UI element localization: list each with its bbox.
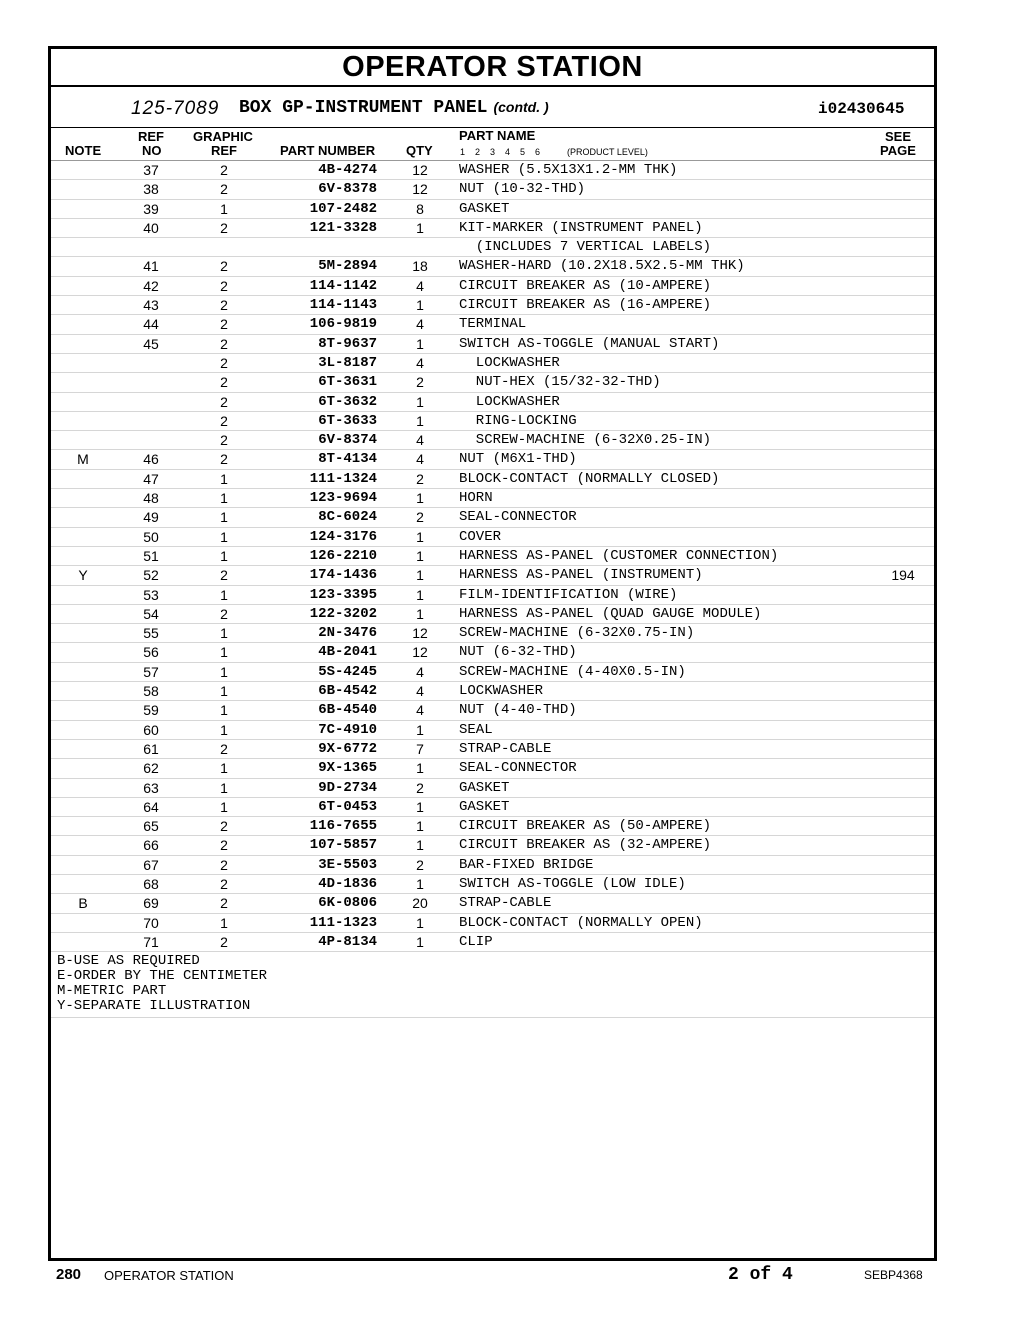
row-part-number: 6T-3632 [318,393,377,410]
row-part-number: 3E-5503 [318,856,377,873]
row-part-number: 114-1143 [309,297,377,314]
row-part-name: CIRCUIT BREAKER AS (10-AMPERE) [459,277,712,294]
row-ref-no: 39 [143,200,159,217]
row-qty: 1 [416,818,424,835]
table-row [51,914,934,933]
row-qty: 4 [416,354,424,371]
row-ref-no: 54 [143,605,159,622]
table-row [51,393,934,412]
row-graphic-ref: 2 [220,451,228,468]
table-row [51,586,934,605]
row-qty: 1 [416,586,424,603]
row-part-number: 6T-0453 [318,798,377,815]
table-row [51,161,934,180]
row-ref-no: 69 [143,895,159,912]
row-graphic-ref: 2 [220,605,228,622]
row-ref-no: 70 [143,914,159,931]
row-ref-no: 58 [143,683,159,700]
row-part-number: 9X-6772 [318,740,377,757]
row-graphic-ref: 1 [220,200,228,217]
row-part-name: COVER [459,528,502,545]
row-part-name: STRAP-CABLE [459,740,552,757]
row-ref-no: 55 [143,625,159,642]
row-graphic-ref: 2 [220,432,228,449]
row-ref-no: 46 [143,451,159,468]
row-qty: 12 [412,644,428,661]
header-graphic-bottom: REF [211,143,237,158]
row-qty: 1 [416,335,424,352]
row-part-name: CLIP [459,933,493,950]
table-row [51,277,934,296]
row-part-name: LOCKWASHER [459,354,560,371]
row-graphic-ref: 1 [220,470,228,487]
row-ref-no: 42 [143,277,159,294]
row-qty: 4 [416,451,424,468]
table-row [51,701,934,720]
header-note: NOTE [65,143,102,158]
row-part-name: SCREW-MACHINE (4-40X0.5-IN) [459,663,686,680]
table-row [51,817,934,836]
table-row [51,721,934,740]
row-qty: 4 [416,277,424,294]
row-graphic-ref: 2 [220,277,228,294]
row-qty: 2 [416,374,424,391]
row-part-number: 6V-8378 [318,181,377,198]
row-part-name: SEAL [459,721,493,738]
row-part-number: 4D-1836 [318,875,377,892]
footer-section: OPERATOR STATION [104,1268,234,1283]
row-qty: 1 [416,933,424,950]
row-part-name: HARNESS AS-PANEL (INSTRUMENT) [459,567,703,584]
table-row [51,431,934,450]
row-ref-no: 67 [143,856,159,873]
row-part-name: NUT (M6X1-THD) [459,451,577,468]
row-qty: 1 [416,721,424,738]
row-qty: 2 [416,856,424,873]
row-ref-no: 37 [143,162,159,178]
row-part-number: 111-1324 [309,470,377,487]
row-part-number: 8T-9637 [318,335,377,352]
row-part-name: SWITCH AS-TOGGLE (MANUAL START) [459,335,720,352]
row-part-name: RING-LOCKING [459,412,577,429]
row-part-name: STRAP-CABLE [459,895,552,912]
row-part-name: BLOCK-CONTACT (NORMALLY OPEN) [459,914,703,931]
table-row [51,547,934,566]
row-graphic-ref: 2 [220,856,228,873]
row-graphic-ref: 1 [220,914,228,931]
row-qty: 1 [416,393,424,410]
row-graphic-ref: 1 [220,644,228,661]
section-title: OPERATOR STATION [51,49,934,87]
row-graphic-ref: 1 [220,490,228,507]
page-of: 2 of 4 [728,1265,793,1285]
row-part-name: CIRCUIT BREAKER AS (50-AMPERE) [459,818,712,835]
row-part-name: GASKET [459,779,510,796]
row-part-number: 9X-1365 [318,760,377,777]
parts-table [51,161,934,952]
row-qty: 1 [416,297,424,314]
table-row [51,759,934,778]
row-part-number: 4P-8134 [318,933,377,950]
row-part-number: 111-1323 [309,914,377,931]
row-part-name: NUT (4-40-THD) [459,702,577,719]
column-headers [51,128,934,161]
row-part-name: SCREW-MACHINE (6-32X0.25-IN) [459,432,712,449]
row-part-number: 8T-4134 [318,451,377,468]
row-graphic-ref: 1 [220,779,228,796]
row-part-number: 122-3202 [309,605,377,622]
row-part-number: 3L-8187 [318,354,377,371]
row-part-number: 6V-8374 [318,432,377,449]
row-qty: 2 [416,779,424,796]
group-name-text: BOX GP-INSTRUMENT PANEL [239,98,488,118]
row-part-name: SWITCH AS-TOGGLE (LOW IDLE) [459,875,686,892]
row-graphic-ref: 2 [220,258,228,275]
row-ref-no: 52 [143,567,159,584]
row-part-name: NUT-HEX (15/32-32-THD) [459,374,661,391]
row-graphic-ref: 1 [220,663,228,680]
row-graphic-ref: 2 [220,219,228,236]
table-row [51,566,934,585]
table-row [51,315,934,334]
table-row [51,836,934,855]
table-row [51,335,934,354]
row-qty: 4 [416,683,424,700]
row-ref-no: 40 [143,219,159,236]
header-product-level: (PRODUCT LEVEL) [567,147,648,157]
row-graphic-ref: 2 [220,567,228,584]
row-qty: 20 [412,895,428,912]
row-ref-no: 65 [143,818,159,835]
row-graphic-ref: 2 [220,895,228,912]
note-line: B-USE AS REQUIRED [57,953,200,970]
row-ref-no: 41 [143,258,159,275]
table-row [51,180,934,199]
table-row [51,373,934,392]
group-number: 125-7089 [131,98,220,119]
row-part-name: BLOCK-CONTACT (NORMALLY CLOSED) [459,470,720,487]
row-part-number: 4B-4274 [318,162,377,178]
document-id: SEBP4368 [864,1268,923,1282]
row-note: M [77,451,89,468]
row-part-number: 5S-4245 [318,663,377,680]
row-part-number: 7C-4910 [318,721,377,738]
header-part-number: PART NUMBER [280,143,376,158]
row-ref-no: 53 [143,586,159,603]
row-ref-no: 68 [143,875,159,892]
table-row [51,470,934,489]
row-graphic-ref: 2 [220,162,228,178]
row-part-number: 174-1436 [309,567,377,584]
row-part-name: WASHER-HARD (10.2X18.5X2.5-MM THK) [459,258,745,275]
row-part-name: LOCKWASHER [459,683,544,700]
table-row [51,200,934,219]
row-qty: 4 [416,702,424,719]
header-ref-bottom: NO [142,143,162,158]
row-part-name: CIRCUIT BREAKER AS (16-AMPERE) [459,297,712,314]
row-qty: 1 [416,547,424,564]
row-graphic-ref: 2 [220,393,228,410]
row-qty: 1 [416,605,424,622]
row-part-number: 6K-0806 [318,895,377,912]
row-graphic-ref: 2 [220,335,228,352]
table-row [51,624,934,643]
row-part-name: (INCLUDES 7 VERTICAL LABELS) [459,239,712,256]
row-graphic-ref: 2 [220,354,228,371]
header-ref-top: REF [138,129,164,144]
row-qty: 1 [416,760,424,777]
row-part-name: GASKET [459,200,510,217]
header-part-name: PART NAME [459,128,536,143]
table-row [51,605,934,624]
header-see-bottom: PAGE [880,143,916,158]
row-qty: 1 [416,567,424,584]
table-row [51,257,934,276]
row-qty: 1 [416,490,424,507]
table-row [51,296,934,315]
table-row [51,643,934,662]
row-part-number: 2N-3476 [318,625,377,642]
row-graphic-ref: 1 [220,625,228,642]
table-row [51,798,934,817]
row-see-page: 194 [891,567,915,584]
group-name [239,98,549,118]
page-number: 280 [56,1266,82,1283]
row-qty: 1 [416,219,424,236]
row-part-number: 107-5857 [309,837,377,854]
row-qty: 1 [416,798,424,815]
row-graphic-ref: 1 [220,760,228,777]
row-part-number: 116-7655 [309,818,377,835]
row-part-name: TERMINAL [459,316,527,333]
row-part-number: 121-3328 [309,219,377,236]
parts-page-frame [48,46,937,1261]
row-graphic-ref: 2 [220,412,228,429]
row-part-number: 4B-2041 [318,644,377,661]
table-row [51,219,934,238]
row-part-number: 106-9819 [309,316,377,333]
note-line: Y-SEPARATE ILLUSTRATION [57,998,251,1015]
table-row [51,779,934,798]
row-qty: 1 [416,528,424,545]
row-part-number: 114-1142 [309,277,377,294]
table-row [51,682,934,701]
row-graphic-ref: 1 [220,702,228,719]
row-ref-no: 57 [143,663,159,680]
table-row [51,663,934,682]
row-part-name: HORN [459,490,493,507]
row-graphic-ref: 2 [220,740,228,757]
page-footer [56,1266,936,1290]
row-graphic-ref: 2 [220,875,228,892]
row-qty: 1 [416,837,424,854]
row-ref-no: 43 [143,297,159,314]
row-ref-no: 51 [143,547,159,564]
row-graphic-ref: 1 [220,547,228,564]
row-graphic-ref: 2 [220,374,228,391]
row-graphic-ref: 1 [220,586,228,603]
row-graphic-ref: 2 [220,316,228,333]
row-note: B [78,895,88,912]
table-row [51,740,934,759]
row-qty: 12 [412,162,428,178]
row-ref-no: 71 [143,933,159,950]
row-qty: 2 [416,509,424,526]
table-row [51,528,934,547]
row-ref-no: 49 [143,509,159,526]
row-part-name: WASHER (5.5X13X1.2-MM THK) [459,162,678,178]
row-graphic-ref: 2 [220,837,228,854]
row-qty: 12 [412,181,428,198]
row-graphic-ref: 1 [220,721,228,738]
row-part-number: 6T-3631 [318,374,377,391]
row-ref-no: 66 [143,837,159,854]
row-qty: 4 [416,316,424,333]
row-qty: 4 [416,663,424,680]
header-qty: QTY [406,143,433,158]
row-ref-no: 62 [143,760,159,777]
note-line: E-ORDER BY THE CENTIMETER [57,968,268,985]
row-graphic-ref: 1 [220,798,228,815]
table-row [51,489,934,508]
header-levels: 1 2 3 4 5 6 [460,147,541,157]
row-ref-no: 59 [143,702,159,719]
group-header [51,87,934,128]
table-row [51,508,934,527]
row-part-name: BAR-FIXED BRIDGE [459,856,594,873]
row-qty: 7 [416,740,424,757]
row-graphic-ref: 2 [220,297,228,314]
row-part-number: 6T-3633 [318,412,377,429]
row-part-number: 6B-4540 [318,702,377,719]
row-part-name: KIT-MARKER (INSTRUMENT PANEL) [459,219,703,236]
table-row [51,856,934,875]
row-part-number: 126-2210 [309,547,377,564]
row-part-name: SEAL-CONNECTOR [459,509,577,526]
row-graphic-ref: 1 [220,683,228,700]
row-part-number: 123-3395 [309,586,377,603]
row-ref-no: 38 [143,181,159,198]
row-ref-no: 50 [143,528,159,545]
row-graphic-ref: 1 [220,528,228,545]
table-row [51,933,934,952]
row-part-number: 5M-2894 [318,258,377,275]
row-qty: 2 [416,470,424,487]
table-row [51,894,934,913]
illustration-id: i02430645 [818,100,905,118]
note-line: M-METRIC PART [57,983,167,1000]
row-ref-no: 63 [143,779,159,796]
table-row [51,875,934,894]
row-part-number: 123-9694 [309,490,377,507]
row-note: Y [78,567,88,584]
row-graphic-ref: 1 [220,509,228,526]
row-ref-no: 48 [143,490,159,507]
row-ref-no: 44 [143,316,159,333]
row-ref-no: 45 [143,335,159,352]
row-graphic-ref: 2 [220,818,228,835]
row-qty: 18 [412,258,428,275]
row-part-name: GASKET [459,798,510,815]
row-part-number: 107-2482 [309,200,377,217]
row-graphic-ref: 2 [220,181,228,198]
row-part-name: NUT (10-32-THD) [459,181,586,198]
row-qty: 4 [416,432,424,449]
row-qty: 1 [416,875,424,892]
header-graphic-top: GRAPHIC [193,129,253,144]
row-part-number: 8C-6024 [318,509,377,526]
table-row [51,238,934,257]
row-qty: 1 [416,412,424,429]
table-row [51,354,934,373]
row-part-name: NUT (6-32-THD) [459,644,577,661]
row-ref-no: 64 [143,798,159,815]
row-graphic-ref: 2 [220,933,228,950]
row-ref-no: 60 [143,721,159,738]
group-contd: (contd. ) [493,99,549,115]
row-qty: 8 [416,200,424,217]
notes-legend [51,952,934,1018]
row-part-name: HARNESS AS-PANEL (CUSTOMER CONNECTION) [459,547,779,564]
row-part-name: HARNESS AS-PANEL (QUAD GAUGE MODULE) [459,605,762,622]
row-qty: 12 [412,625,428,642]
row-part-name: SCREW-MACHINE (6-32X0.75-IN) [459,625,695,642]
row-part-number: 6B-4542 [318,683,377,700]
row-ref-no: 56 [143,644,159,661]
row-part-name: CIRCUIT BREAKER AS (32-AMPERE) [459,837,712,854]
row-part-number: 9D-2734 [318,779,377,796]
row-part-name: FILM-IDENTIFICATION (WIRE) [459,586,678,603]
header-see-top: SEE [885,129,912,144]
row-part-name: LOCKWASHER [459,393,560,410]
row-ref-no: 61 [143,740,159,757]
row-ref-no: 47 [143,470,159,487]
row-part-number: 124-3176 [309,528,377,545]
row-part-name: SEAL-CONNECTOR [459,760,577,777]
table-row [51,450,934,469]
row-qty: 1 [416,914,424,931]
table-row [51,412,934,431]
